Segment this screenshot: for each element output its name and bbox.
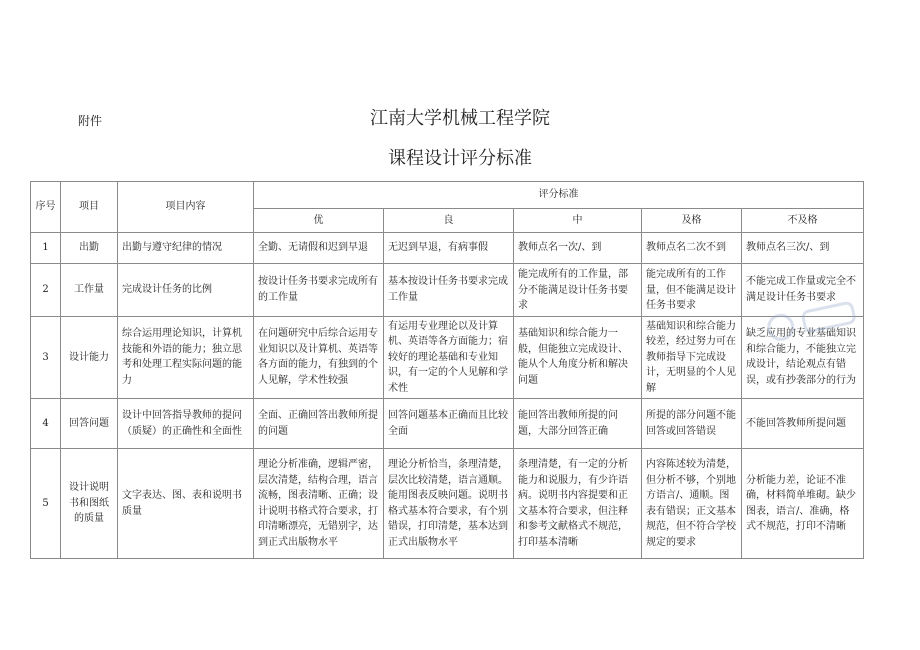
cell-pass: 所提的部分问题不能回答或回答错误 xyxy=(642,399,742,449)
cell-excellent: 理论分析准确，逻辑严密，层次清楚，结构合理，语言流畅，图表清晰、正确；设计说明书格式符合要求，打印清晰漂亮，无错别字，达到正式出版物水平 xyxy=(254,449,384,559)
table-row xyxy=(31,233,864,264)
row-item: 工作量 xyxy=(61,264,118,317)
row-content: 文字表达、图、表和说明书质量 xyxy=(118,449,254,559)
table-row xyxy=(31,399,864,449)
cell-excellent: 全面、正确回答出教师所提的问题 xyxy=(254,399,384,449)
cell-good: 有运用专业理论以及计算机、英语等各方面能力；宿较好的理论基础和专业知识，有一定的个人见解和学术性 xyxy=(384,316,514,399)
row-item: 设计说明书和图纸的质量 xyxy=(61,449,118,559)
grade-excellent: 优 xyxy=(254,209,384,233)
grade-fail: 不及格 xyxy=(742,209,864,233)
grade-average: 中 xyxy=(514,209,642,233)
cell-fail: 缺乏应用的专业基础知识和综合能力，不能独立完成设计，结论观点有错误，或有抄袭部分的行为 xyxy=(742,316,864,399)
cell-excellent: 在问题研究中后综合运用专业知识以及计算机、英语等各方面的能力，有独到的个人见解，学术性较强 xyxy=(254,316,384,399)
cell-fail: 分析能力差，论证不准确，材料简单堆砌。缺少图表，语言/、准确，格式不规范，打印不清晰 xyxy=(742,449,864,559)
cell-pass: 基础知识和综合能力较差，经过努力可在教师指导下完成设计，无明显的个人见解 xyxy=(642,316,742,399)
cell-excellent: 全勤、无请假和迟到早退 xyxy=(254,233,384,264)
cell-fail: 不能完成工作量或完全不满足设计任务书要求 xyxy=(742,264,864,317)
row-seq: 1 xyxy=(31,233,61,264)
cell-average: 能回答出教师所提的问题，大部分回答正确 xyxy=(514,399,642,449)
table-row xyxy=(31,316,864,399)
row-seq: 5 xyxy=(31,449,61,559)
row-content: 综合运用理论知识，计算机技能和外语的能力；独立思考和处理工程实际问题的能力 xyxy=(118,316,254,399)
cell-good: 无迟到早退，有病事假 xyxy=(384,233,514,264)
row-seq: 2 xyxy=(31,264,61,317)
cell-good: 回答问题基本正确而且比较全面 xyxy=(384,399,514,449)
cell-good: 基本按设计任务书要求完成工作量 xyxy=(384,264,514,317)
school-title: 江南大学机械工程学院 xyxy=(370,108,550,129)
cell-good: 理论分析恰当，条理清楚，层次比较清楚，语言通顺。能用图表反映问题。说明书格式基本符合要求，有个别错误，打印清楚，基本达到正式出版物水平 xyxy=(384,449,514,559)
row-seq: 4 xyxy=(31,399,61,449)
grade-pass: 及格 xyxy=(642,209,742,233)
row-content: 设计中回答指导教师的提问（质疑）的正确性和全面性 xyxy=(118,399,254,449)
header-row-1 xyxy=(31,182,864,209)
cell-pass: 能完成所有的工作量，但不能满足设计任务书要求 xyxy=(642,264,742,317)
grade-good: 良 xyxy=(384,209,514,233)
cell-pass: 内容陈述较为清楚，但分析不够，个别地方语言/、通顺。图表有错误；正文基本规范，但不符合学校规定的要求 xyxy=(642,449,742,559)
cell-fail: 不能回答教师所提问题 xyxy=(742,399,864,449)
table-row xyxy=(31,264,864,317)
attachment-label: 附件 xyxy=(78,114,103,128)
row-seq: 3 xyxy=(31,316,61,399)
table-row xyxy=(31,449,864,559)
cell-average: 基础知识和综合能力一般，但能独立完成设计、能从个人角度分析和解决问题 xyxy=(514,316,642,399)
row-content: 出勤与遵守纪律的情况 xyxy=(118,233,254,264)
row-item: 回答问题 xyxy=(61,399,118,449)
cell-pass: 教师点名二次不到 xyxy=(642,233,742,264)
cell-average: 能完成所有的工作量，部分不能满足设计任务书要求 xyxy=(514,264,642,317)
header-content: 项目内容 xyxy=(118,182,254,233)
row-item: 设计能力 xyxy=(61,316,118,399)
row-item: 出勤 xyxy=(61,233,118,264)
cell-fail: 教师点名三次/、到 xyxy=(742,233,864,264)
cell-excellent: 按设计任务书要求完成所有的工作量 xyxy=(254,264,384,317)
header-seq: 序号 xyxy=(31,182,61,233)
cell-average: 教师点名一次/、到 xyxy=(514,233,642,264)
cell-average: 条理清楚，有一定的分析能力和说服力，有少许语病。说明书内容提要和正文基本符合要求，但注释和参考文献格式不规范，打印基本清晰 xyxy=(514,449,642,559)
header-standard: 评分标准 xyxy=(254,182,864,209)
page-title: 课程设计评分标准 xyxy=(388,148,532,169)
row-content: 完成设计任务的比例 xyxy=(118,264,254,317)
header-item: 项目 xyxy=(61,182,118,233)
grading-table xyxy=(30,181,864,559)
